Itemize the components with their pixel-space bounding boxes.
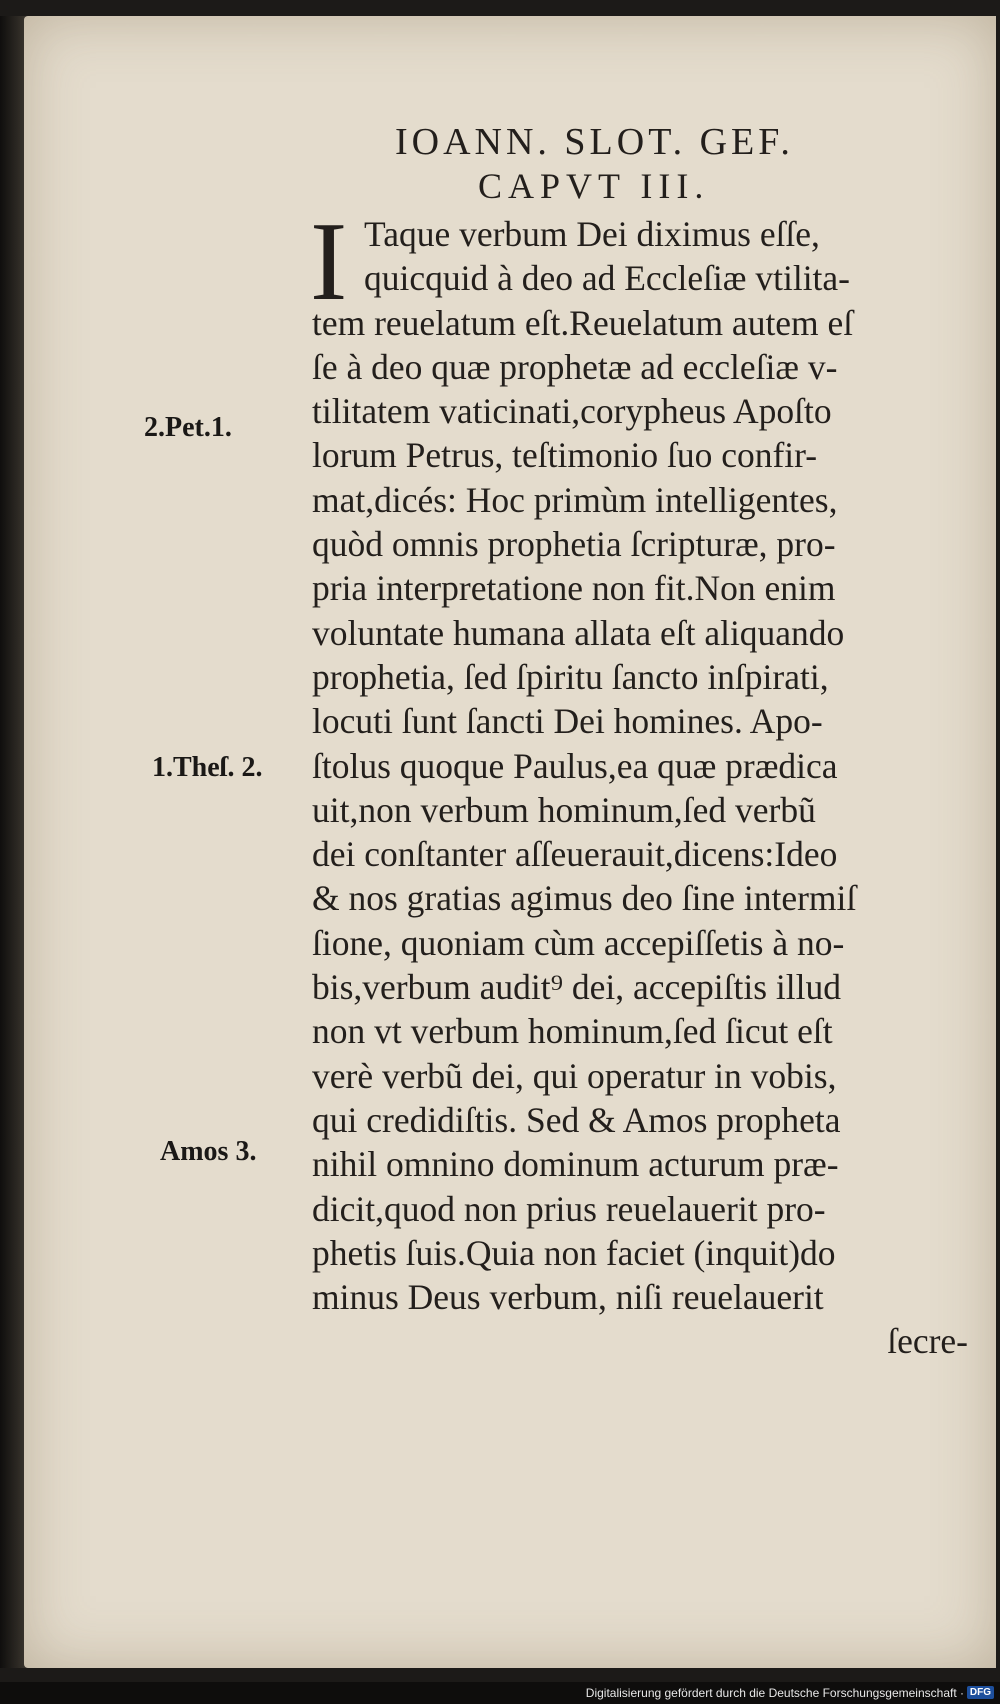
text-line: pria interpretatione non fit.Non enim <box>312 568 836 609</box>
text-line: voluntate humana allata eſt aliquando <box>312 612 845 653</box>
text-line: tem reuelatum eſt.Reuelatum autem eſ <box>312 302 854 343</box>
body-text <box>310 200 972 1364</box>
catchword: ſecre- <box>887 1321 968 1362</box>
margin-note-thes: 1.Theſ. 2. <box>152 752 263 783</box>
text-line: ſione, quoniam cùm accepiſſetis à no- <box>312 922 845 963</box>
text-line: dicit,quod non prius reuelauerit pro- <box>312 1188 826 1229</box>
text-line: & nos gratias agimus deo ſine intermiſ <box>312 878 857 919</box>
text-line: minus Deus verbum, niſi reuelauerit <box>312 1277 824 1318</box>
text-line: locuti ſunt ſancti Dei homines. Apo- <box>312 701 823 742</box>
text-line: Taque verbum Dei diximus eſſe, <box>364 214 820 254</box>
running-header: IOANN. SLOT. GEF. <box>395 121 794 163</box>
dfg-logo: DFG <box>967 1686 994 1699</box>
text-line: uit,non verbum hominum,ſed verbũ <box>312 789 816 830</box>
text-line: non vt verbum hominum,ſed ſicut eſt <box>312 1011 833 1052</box>
text-line: phetis ſuis.Quia non faciet (inquit)do <box>312 1232 836 1273</box>
text-line: mat,dicés: Hoc primùm intelligentes, <box>312 479 838 520</box>
drop-capital: I <box>310 200 348 324</box>
text-line: nihil omnino dominum acturum præ- <box>312 1144 839 1185</box>
book-spine-shadow <box>0 16 26 1668</box>
text-line: ſtolus quoque Paulus,ea quæ prædica <box>312 745 838 786</box>
text-line: qui credidiſtis. Sed & Amos propheta <box>312 1099 841 1140</box>
text-line: quicquid à deo ad Eccleſiæ vtilita- <box>364 258 850 299</box>
text-line: dei conſtanter aſſeuerauit,dicens:Ideo <box>312 834 838 875</box>
text-line: bis,verbum audit⁹ dei, accepiſtis illud <box>312 967 841 1008</box>
text-line: prophetia, ſed ſpiritu ſancto inſpirati, <box>312 656 829 697</box>
text-line: ſe à deo quæ prophetæ ad eccleſiæ v- <box>312 346 838 387</box>
text-line: verè verbũ dei, qui operatur in vobis, <box>312 1055 837 1096</box>
text-line: tilitatem vaticinati,corypheus Apoſto <box>312 391 832 432</box>
text-line: quòd omnis prophetia ſcripturæ, pro- <box>312 524 836 565</box>
text-line: lorum Petrus, teſtimonio ſuo confir- <box>312 435 818 476</box>
footer-credit: Digitalisierung gefördert durch die Deutsche Forschungsgemeinschaft · <box>585 1686 964 1700</box>
margin-note-pet: 2.Pet.1. <box>144 412 232 443</box>
chapter-heading: CAPVT III. <box>478 166 710 206</box>
margin-note-amos: Amos 3. <box>160 1136 257 1167</box>
